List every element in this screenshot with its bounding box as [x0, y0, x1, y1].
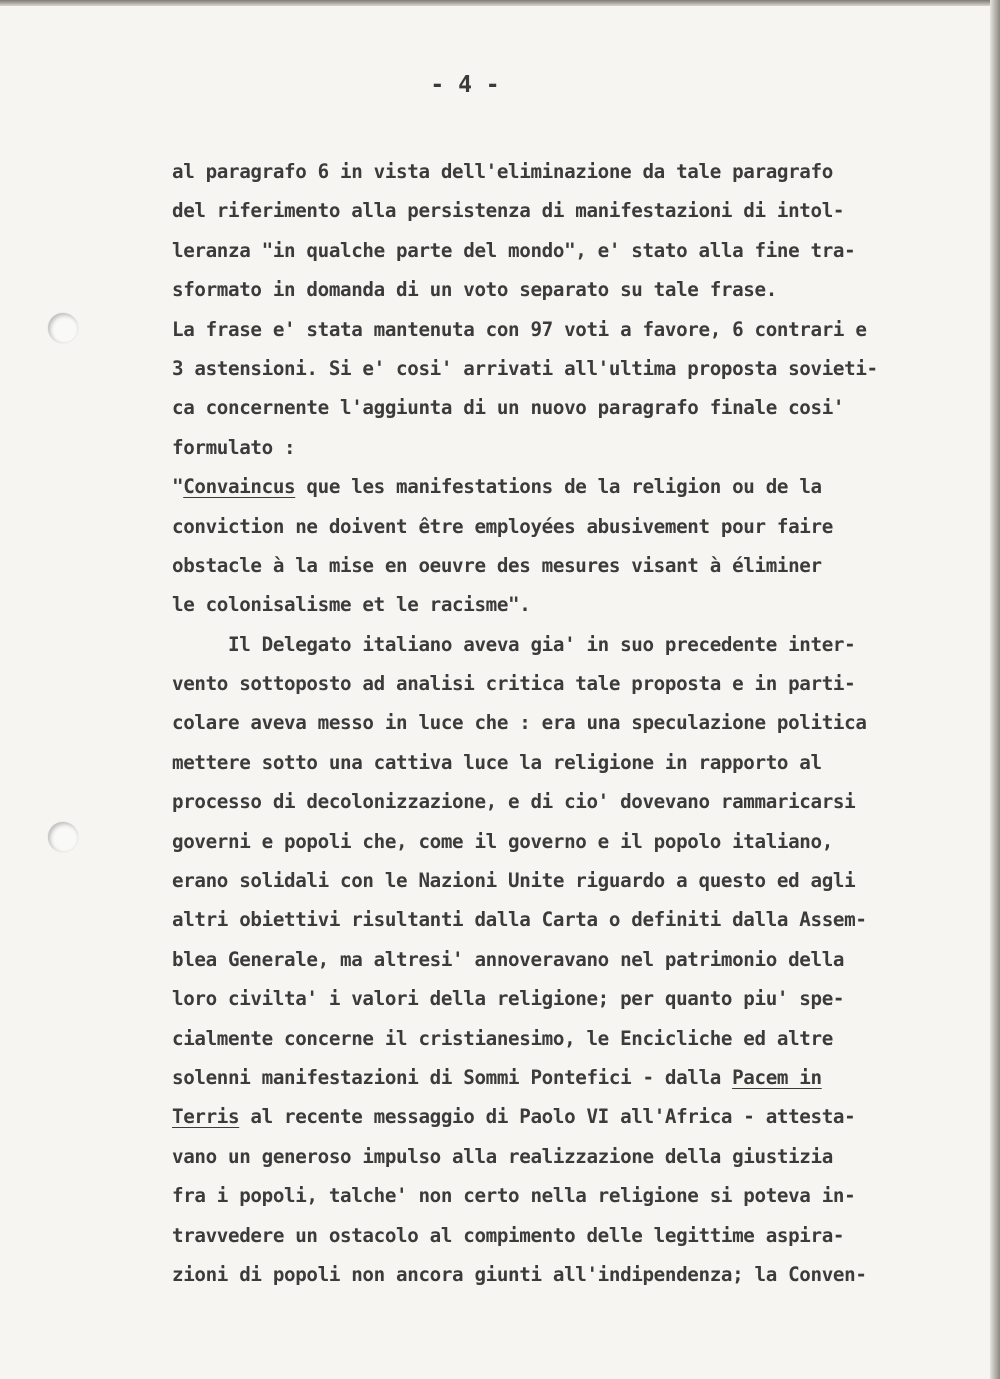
text-line: travvedere un ostacolo al compimento delle legittime aspira- — [172, 1223, 845, 1247]
text-line: processo di decolonizzazione, e di cio' dovevano rammaricarsi — [172, 790, 856, 814]
text-line: conviction ne doivent être employées abusivement pour faire — [172, 514, 833, 538]
text-line: colare aveva messo in luce che : era una speculazione politica — [172, 711, 867, 735]
body-text — [172, 152, 912, 1294]
text-line: blea Generale, ma altresi' annoveravano nel patrimonio della — [172, 947, 845, 971]
underlined-title: Terris — [172, 1105, 240, 1129]
text-line: governi e popoli che, come il governo e il popolo italiano, — [172, 829, 833, 853]
punch-hole-bottom — [48, 822, 78, 852]
text-line: solenni manifestazioni di Sommi Pontefici - dalla Pacem in — [172, 1065, 822, 1089]
text-line: del riferimento alla persistenza di manifestazioni di intol- — [172, 199, 845, 223]
text-line: Terris al recente messaggio di Paolo VI all'Africa - attesta- — [172, 1105, 856, 1129]
text-line: sformato in domanda di un voto separato su tale frase. — [172, 278, 777, 302]
text-line: obstacle à la mise en oeuvre des mesures visant à éliminer — [172, 553, 822, 577]
page-number: - 4 - — [430, 72, 500, 98]
text-line: erano solidali con le Nazioni Unite riguardo a questo ed agli — [172, 869, 856, 893]
text-line: altri obiettivi risultanti dalla Carta o definiti dalla Assem- — [172, 908, 867, 932]
text-line: cialmente concerne il cristianesimo, le Encicliche ed altre — [172, 1026, 833, 1050]
text-line: 3 astensioni. Si e' cosi' arrivati all'ultima proposta sovieti- — [172, 356, 878, 380]
text-line: al paragrafo 6 in vista dell'eliminazione da tale paragrafo — [172, 160, 833, 183]
text-line: vento sottoposto ad analisi critica tale proposta e in parti- — [172, 672, 856, 696]
text-line: Il Delegato italiano aveva gia' in suo precedente inter- — [172, 632, 856, 656]
underlined-title: Pacem in — [732, 1065, 822, 1089]
text-line: fra i popoli, talche' non certo nella religione si poteva in- — [172, 1184, 856, 1208]
scan-right-edge — [990, 0, 1000, 1379]
underlined-word: Convaincus — [183, 475, 296, 499]
text-line: le colonisalisme et le racisme". — [172, 593, 531, 617]
text-line: mettere sotto una cattiva luce la religione in rapporto al — [172, 750, 822, 774]
text-line: ca concernente l'aggiunta di un nuovo paragrafo finale cosi' — [172, 396, 845, 420]
text-line: formulato : — [172, 435, 296, 459]
text-line: loro civilta' i valori della religione; per quanto piu' spe- — [172, 987, 845, 1011]
punch-hole-top — [48, 313, 78, 343]
text-line: "Convaincus que les manifestations de la religion ou de la — [172, 475, 822, 499]
text-line: zioni di popoli non ancora giunti all'indipendenza; la Conven- — [172, 1262, 867, 1286]
scan-top-edge — [0, 0, 1000, 6]
text-line: vano un generoso impulso alla realizzazione della giustizia — [172, 1144, 833, 1168]
text-line: leranza "in qualche parte del mondo", e' stato alla fine tra- — [172, 238, 856, 262]
text-line: La frase e' stata mantenuta con 97 voti a favore, 6 contrari e — [172, 317, 867, 341]
